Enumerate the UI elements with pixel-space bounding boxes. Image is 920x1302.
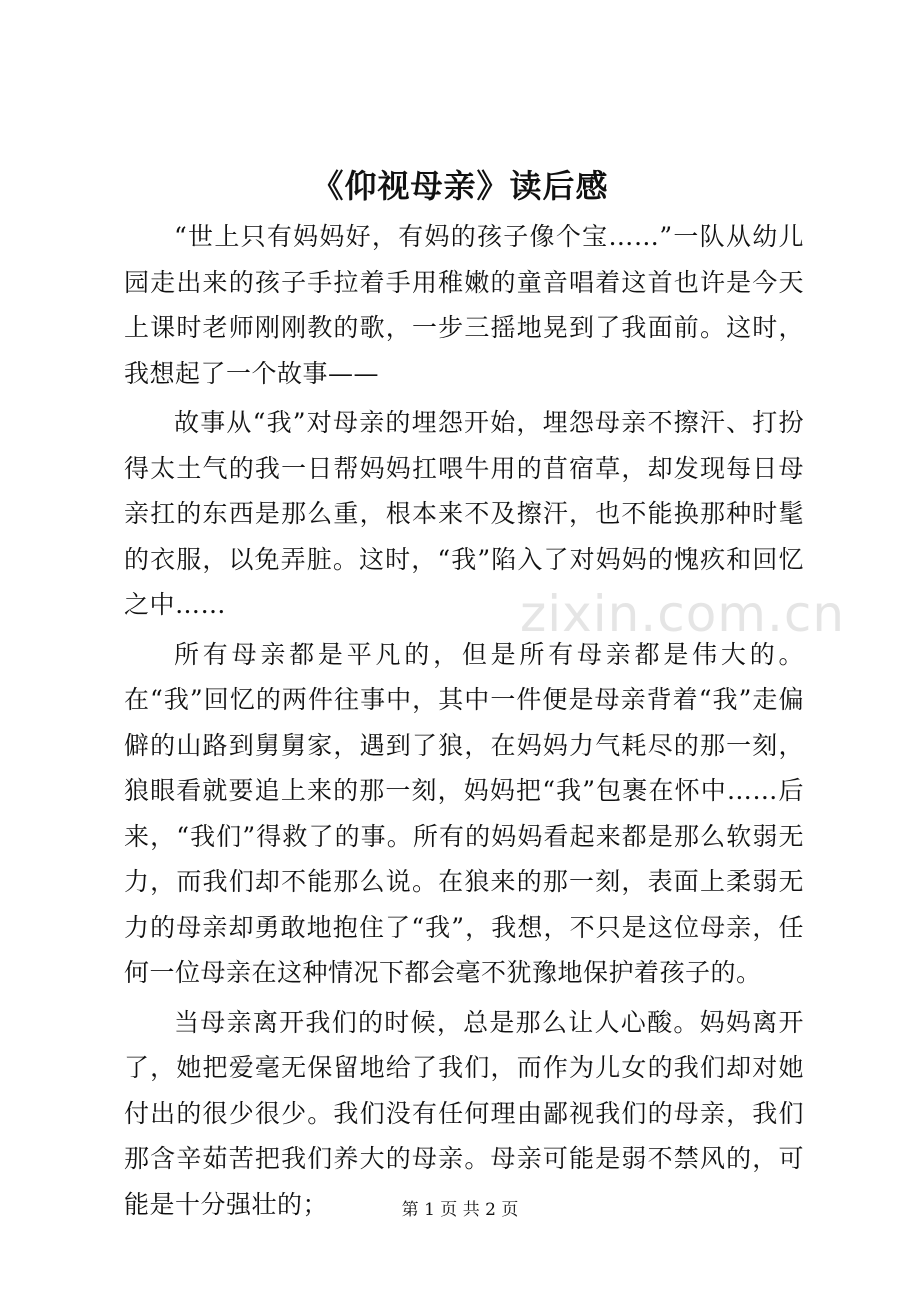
document-title: 《仰视母亲》读后感 <box>311 167 609 205</box>
paragraph-1: “世上只有妈妈好，有妈的孩子像个宝……”一队从幼儿园走出来的孩子手拉着手用稚嫩的童音唱着这首也许是今天上课时老师刚刚教的歌，一步三摇地晃到了我面前。这时，我想起了一个故事—— <box>124 222 804 388</box>
document-body <box>124 214 804 1231</box>
page-footer: 第 1 页 共 2 页 <box>401 1200 519 1220</box>
watermark: zixin.com.cn <box>520 585 846 643</box>
paragraph-4: 当母亲离开我们的时候，总是那么让人心酸。妈妈离开了，她把爱毫无保留地给了我们，而作为儿女的我们却对她付出的很少很少。我们没有任何理由鄙视我们的母亲，我们那含辛茹苦把我们养大的母亲。母亲可能是弱不禁风的，可能是十分强壮的； <box>124 1007 804 1219</box>
paragraph-3: 所有母亲都是平凡的，但是所有母亲都是伟大的。在“我”回忆的两件往事中，其中一件便是母亲背着“我”走偏僻的山路到舅舅家，遇到了狼，在妈妈力气耗尽的那一刻，狼眼看就要追上来的那一刻，妈妈把“我”包裹在怀中……后来，“我们”得救了的事。所有的妈妈看起来都是那么软弱无力，而我们却不能那么说。在狼来的那一刻，表面上柔弱无力的母亲却勇敢地抱住了“我”，我想，不只是这位母亲，任何一位母亲在这种情况下都会毫不犹豫地保护着孩子的。 <box>124 639 804 987</box>
paragraph-2: 故事从“我”对母亲的埋怨开始，埋怨母亲不擦汗、打扮得太土气的我一日帮妈妈扛喂牛用的苜宿草，却发现每日母亲扛的东西是那么重，根本来不及擦汗，也不能换那种时髦的衣服，以免弄脏。这时，“我”陷入了对妈妈的愧疚和回忆之中…… <box>124 408 804 619</box>
